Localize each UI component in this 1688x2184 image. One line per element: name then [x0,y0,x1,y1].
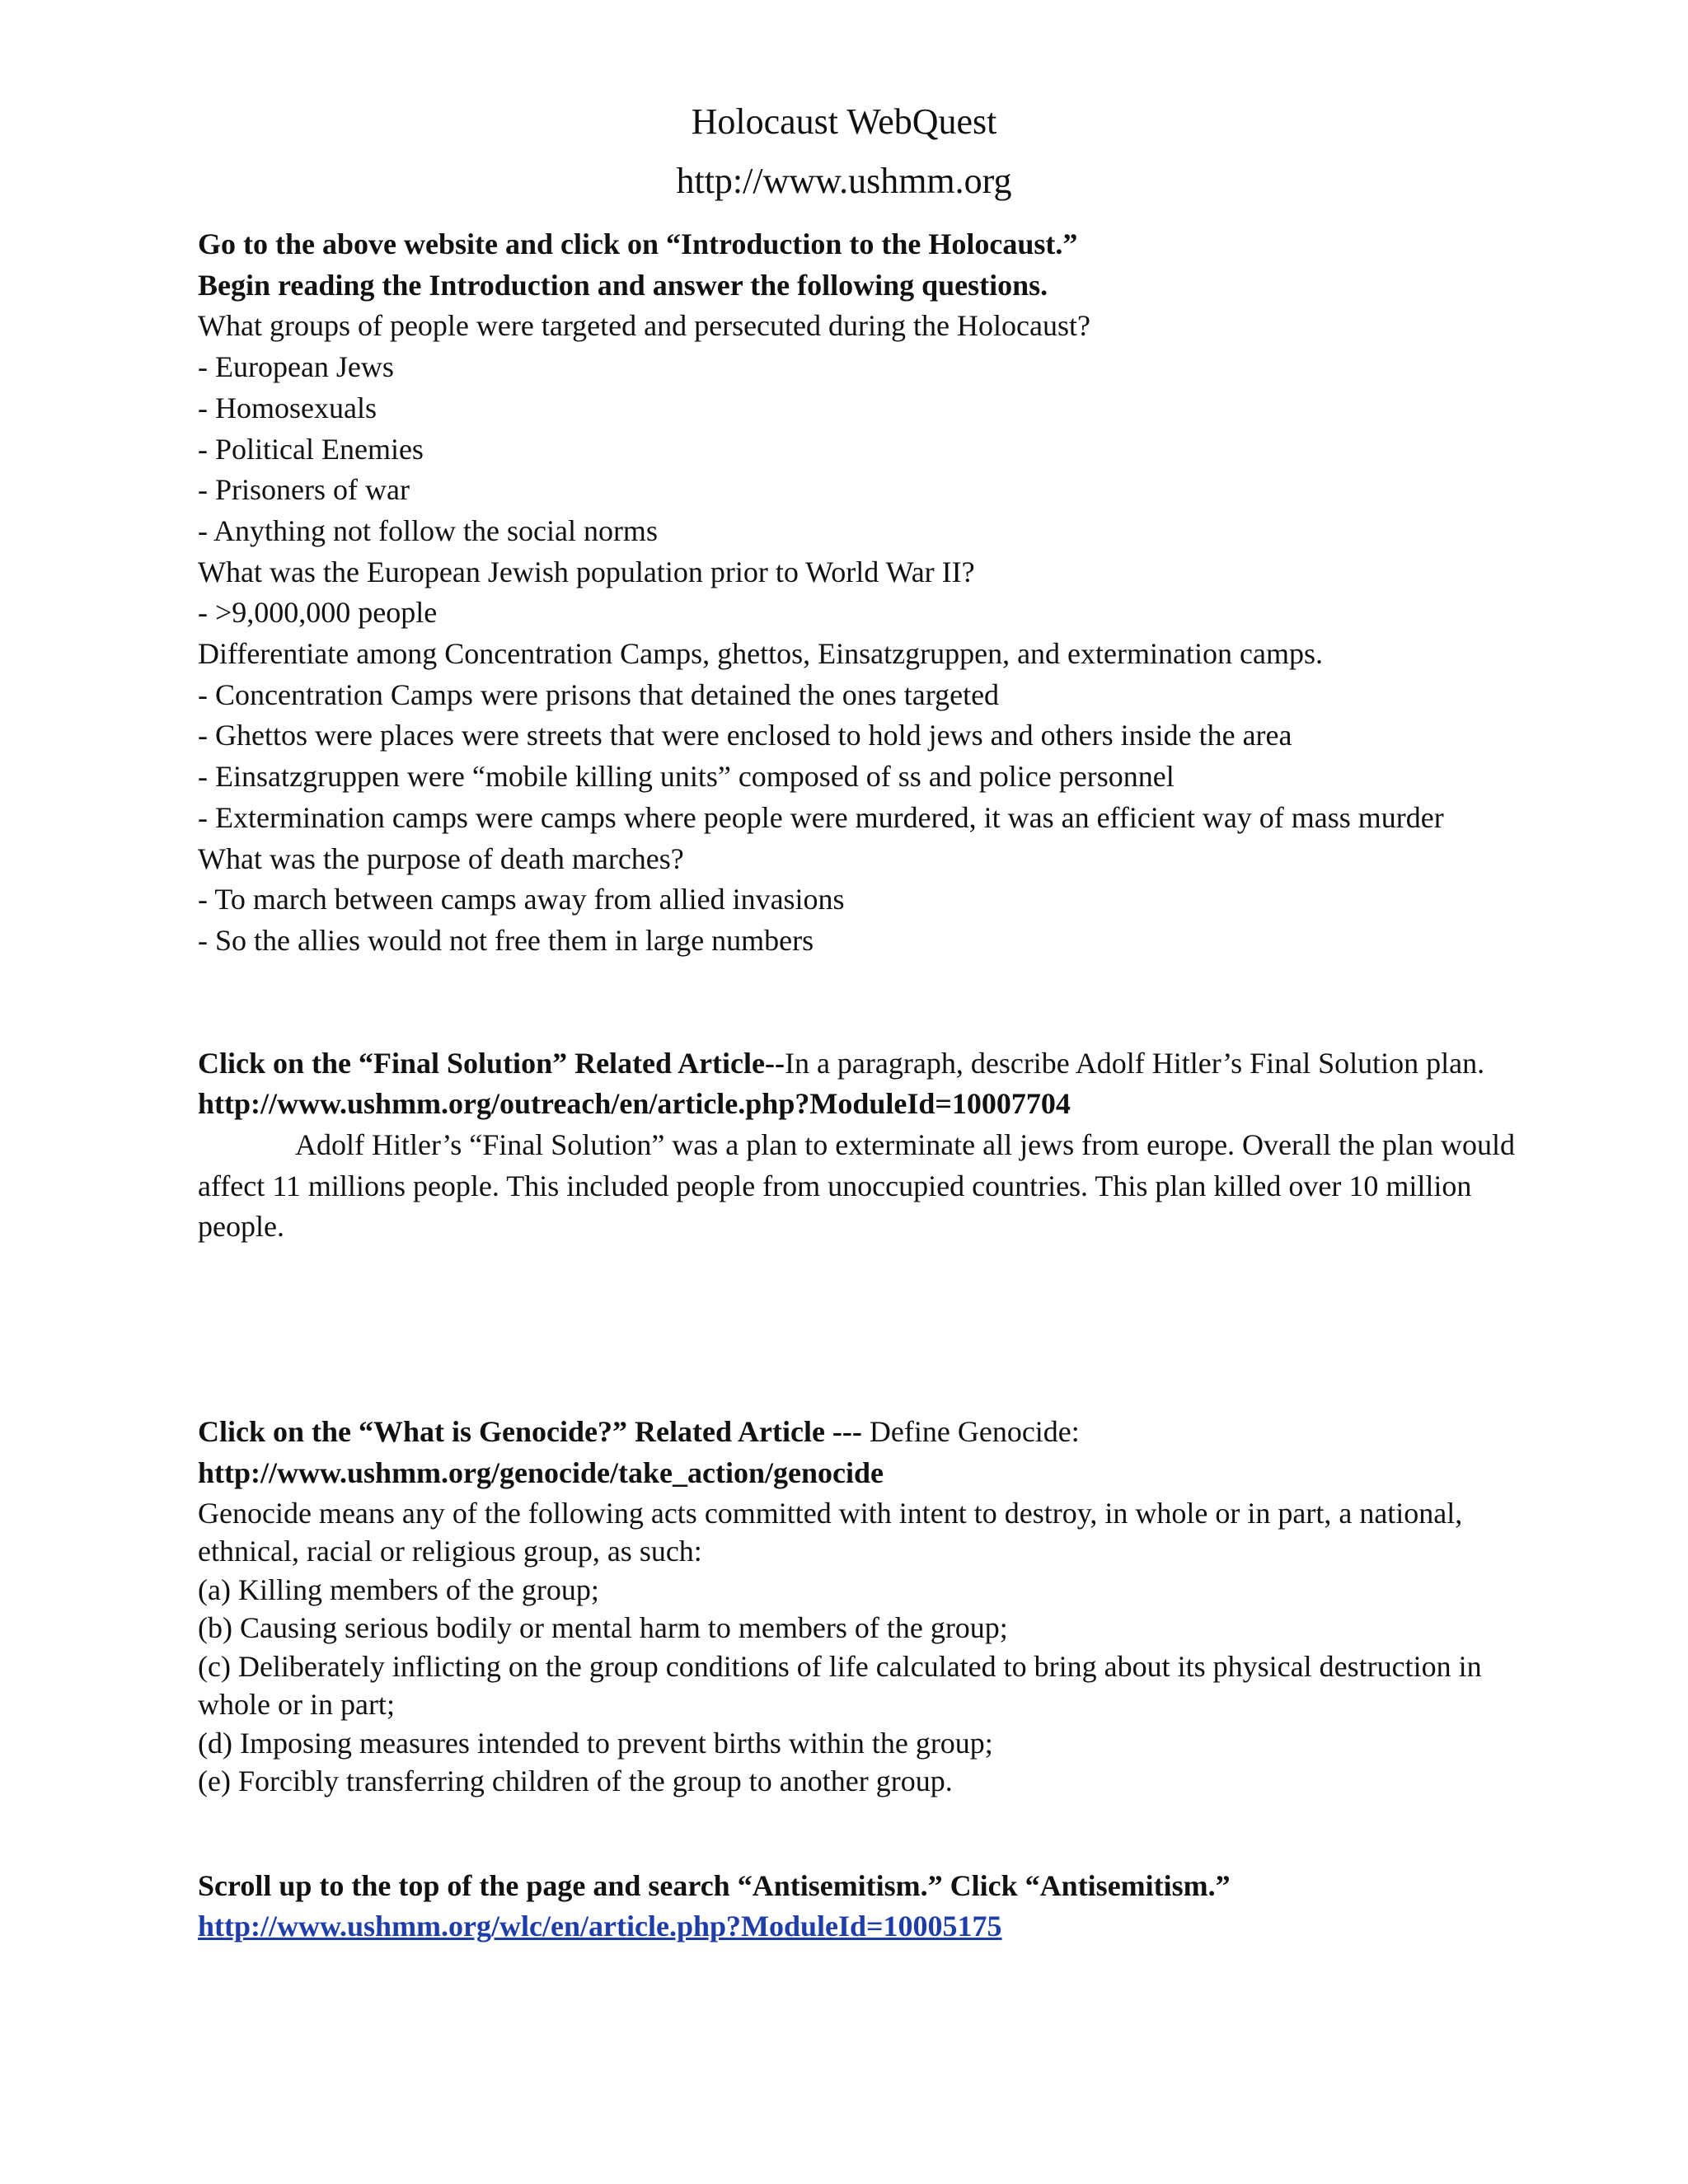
answer-item: - Political Enemies [198,432,424,466]
instruction-1: Go to the above website and click on “Introduction to the Holocaust.” [198,227,1078,260]
antisemitism-link[interactable]: http://www.ushmm.org/wlc/en/article.php?ModuleId=10005175 [198,1910,1002,1943]
question-2: What was the European Jewish population prior to World War II? [198,555,975,588]
genocide-link[interactable]: http://www.ushmm.org/genocide/take_action/genocide [198,1455,884,1489]
header-url: http://www.ushmm.org [676,161,1012,201]
final-solution-link[interactable]: http://www.ushmm.org/outreach/en/article.php?ModuleId=10007704 [198,1087,1071,1121]
answer-item: - Concentration Camps were prisons that detained the ones targeted [198,677,1000,711]
genocide-definition: Genocide means any of the following acts committed with intent to destroy, in whole or in part, a national, ethnical, racial or religious group, as such: [198,1496,1463,1568]
final-solution-answer: Adolf Hitler’s “Final Solution” was a plan to exterminate all jews from europe. Overall the plan would affect 11 millions people. This included people from unoccupied countries. This plan killed over 10 million people. [198,1128,1515,1244]
answer-item: - Anything not follow the social norms [198,513,658,547]
final-solution-heading: Click on the “Final Solution” Related Article-- [198,1046,785,1080]
question-4: What was the purpose of death marches? [198,841,684,875]
final-solution-question: In a paragraph, describe Adolf Hitler’s Final Solution plan. [784,1046,1485,1080]
genocide-definition-block [198,1494,1517,1801]
final-solution-prompt [198,1043,1517,1125]
answer-item: - Ghettos were places were streets that were enclosed to hold jews and others inside the area [198,719,1292,752]
genocide-question: Define Genocide: [869,1415,1080,1449]
question-3: Differentiate among Concentration Camps, ghettos, Einsatzgruppen, and extermination camps. [198,637,1323,671]
question-1: What groups of people were targeted and persecuted during the Holocaust? [198,309,1090,343]
genocide-act: (d) Imposing measures intended to prevent births within the group; [198,1726,993,1760]
answer-item: - Einsatzgruppen were “mobile killing units” composed of ss and police personnel [198,760,1175,794]
genocide-act: (c) Deliberately inflicting on the group conditions of life calculated to bring about its physical destruction in whole or in part; [198,1649,1482,1722]
genocide-act: (a) Killing members of the group; [198,1572,599,1606]
answer-item: - Homosexuals [198,391,377,424]
header [0,0,1688,211]
genocide-heading: Click on the “What is Genocide?” Related Article --- [198,1415,862,1449]
content [198,224,1517,1947]
answer-item: - So the allies would not free them in large numbers [198,923,814,957]
antisemitism-instruction: Scroll up to the top of the page and search “Antisemitism.” Click “Antisemitism.” [198,1868,1231,1902]
answer-item: - To march between camps away from allied invasions [198,883,845,916]
genocide-prompt [198,1412,1517,1453]
answer-item: - Prisoners of war [198,473,410,507]
antisemitism-link-line [198,1906,1517,1947]
genocide-act: (b) Causing serious bodily or mental harm to members of the group; [198,1611,1008,1645]
answer-item: - >9,000,000 people [198,596,438,630]
answer-item: - European Jews [198,350,394,384]
instruction-2: Begin reading the Introduction and answer the following questions. [198,268,1048,302]
genocide-act: (e) Forcibly transferring children of the group to another group. [198,1765,953,1798]
answer-item: - Extermination camps were camps where people were murdered, it was an efficient way of mass murder [198,800,1444,834]
page-title: Holocaust WebQuest [691,101,997,142]
